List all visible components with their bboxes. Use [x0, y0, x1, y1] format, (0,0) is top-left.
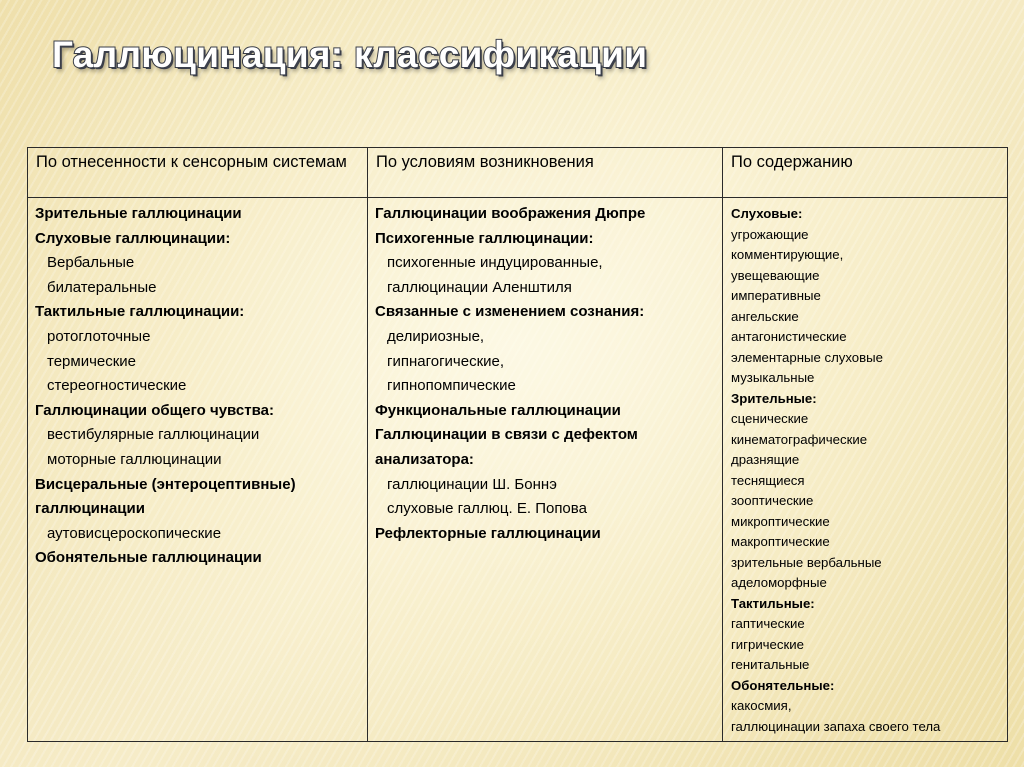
category-heading: Слуховые: [731, 206, 803, 221]
list-item: аделоморфные [731, 575, 827, 590]
list-item: делириозные, [387, 327, 485, 345]
list-item: макроптические [731, 534, 830, 549]
list-item: зрительные вербальные [731, 554, 882, 570]
list-item: императивные [731, 288, 821, 303]
header-by-content: По содержанию [723, 148, 1008, 198]
cell-conditions-of-origin [368, 198, 723, 742]
category-heading: Связанные с изменением сознания: [375, 303, 645, 321]
list-item: увещевающие [731, 267, 820, 283]
list-item: термические [47, 352, 137, 370]
category-heading: Обонятельные: [731, 677, 835, 693]
list-item: зооптические [731, 493, 814, 508]
category-heading: Тактильные галлюцинации: [35, 303, 245, 321]
list-item: гигрические [731, 636, 804, 652]
category-heading: Висцеральные (энтероцептивные) галлюцинации [35, 475, 296, 518]
category-heading: Слуховые галлюцинации: [35, 229, 231, 247]
list-item: ангельские [731, 308, 799, 324]
list-item: гипнопомпические [387, 377, 516, 395]
category-heading: Психогенные галлюцинации: [375, 229, 594, 247]
list-item: гипнагогические, [387, 352, 505, 370]
list-item: билатеральные [47, 278, 157, 296]
header-sensory-systems: По отнесенности к сенсорным системам [28, 148, 368, 198]
list-item: галлюцинации запаха своего тела [731, 718, 941, 734]
by-content-list [731, 204, 1001, 737]
list-item: кинематографические [731, 431, 868, 447]
list-item: Вербальные [47, 254, 135, 272]
list-item: генитальные [731, 657, 810, 672]
list-item: микроптические [731, 513, 830, 529]
list-item: дразнящие [731, 452, 800, 467]
list-item: галлюцинации Ш. Боннэ [387, 475, 557, 493]
sensory-systems-list [35, 202, 361, 571]
list-item: теснящиеся [731, 472, 805, 488]
header-conditions-of-origin: По условиям возникновения [368, 148, 723, 198]
list-item: сценические [731, 411, 809, 426]
table-body-row [28, 198, 1008, 742]
list-item: элементарные слуховые [731, 349, 883, 365]
list-item: гаптические [731, 616, 805, 631]
list-item: галлюцинации Аленштиля [387, 278, 572, 296]
list-item: слуховые галлюц. Е. Попова [387, 500, 587, 518]
category-heading: Функциональные галлюцинации [375, 401, 621, 419]
list-item: психогенные индуцированные, [387, 254, 603, 272]
list-item: стереогностические [47, 377, 187, 395]
category-heading: Галлюцинации общего чувства: [35, 401, 274, 419]
list-item: музыкальные [731, 370, 815, 385]
list-item: ротоглоточные [47, 327, 151, 345]
category-heading: Рефлекторные галлюцинации [375, 524, 601, 542]
list-item: аутовисцероскопические [47, 524, 222, 542]
list-item: угрожающие [731, 226, 809, 242]
category-heading: Зрительные: [731, 390, 817, 406]
category-heading: Тактильные: [731, 595, 815, 611]
list-item: какосмия, [731, 698, 792, 713]
conditions-of-origin-list [375, 202, 716, 546]
cell-by-content [723, 198, 1008, 742]
cell-sensory-systems [28, 198, 368, 742]
category-heading: Галлюцинации в связи с дефектом анализатора: [375, 426, 638, 468]
list-item: комментирующие, [731, 247, 844, 262]
list-item: моторные галлюцинации [47, 450, 222, 468]
category-heading: Зрительные галлюцинации [35, 205, 242, 222]
list-item: вестибулярные галлюцинации [47, 426, 260, 444]
classification-table [27, 147, 1008, 742]
slide-title: Галлюцинация: классификации [52, 34, 648, 75]
table-header-row [28, 148, 1008, 198]
category-heading: Галлюцинации воображения Дюпре [375, 205, 646, 222]
category-heading: Обонятельные галлюцинации [35, 549, 262, 567]
list-item: антагонистические [731, 329, 847, 344]
